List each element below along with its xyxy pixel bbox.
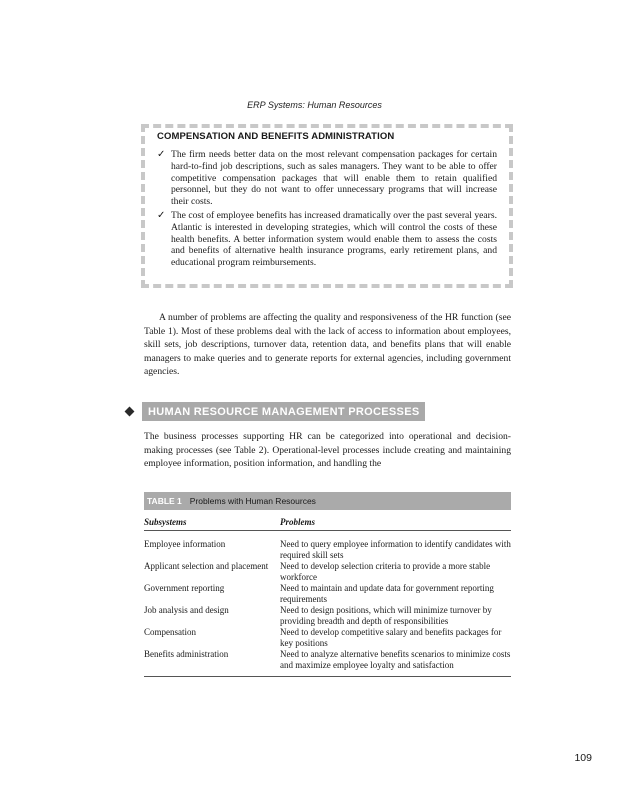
box-item-text: The cost of employee benefits has increased dramatically over the past several years. Atlantic is interested in developing strategies, which will control the costs of these health benefits. A better information system would enable them to assess the costs and benefits of alternative health insurance programs, early retirement plans, and educational program reimbursements. — [171, 209, 497, 269]
checkmark-icon: ✓ — [157, 209, 166, 221]
table-header-row — [144, 515, 511, 531]
table-row — [144, 531, 511, 562]
box-title: COMPENSATION AND BENEFITS ADMINISTRATION — [157, 131, 395, 142]
table-caption — [144, 492, 511, 510]
subsystem-cell: Compensation — [144, 627, 196, 637]
section-title: HUMAN RESOURCE MANAGEMENT PROCESSES — [142, 402, 425, 421]
box-list — [157, 149, 497, 269]
sidebar-box — [141, 124, 513, 288]
problem-cell: Need to query employee information to identify candidates with required skill sets — [280, 539, 511, 560]
problems-table — [144, 515, 511, 677]
checkmark-icon: ✓ — [157, 149, 166, 160]
table-number: TABLE 1 — [147, 496, 182, 506]
column-header-problems: Problems — [280, 515, 511, 531]
body-paragraph: A number of problems are affecting the quality and responsiveness of the HR function (see Table 1). Most of these problems deal with the lack of access to information about employees, skill sets, job descriptions, turnover data, retention data, and benefits plans that will enable managers to make queries and to generate reports for external agencies, including government agencies. — [144, 312, 511, 377]
column-header-subsystems: Subsystems — [144, 515, 280, 531]
subsystem-cell: Job analysis and design — [144, 605, 229, 615]
page-number: 109 — [574, 752, 592, 764]
problem-cell: Need to analyze alternative benefits scenarios to minimize costs and maximize employee loyalty and satisfaction — [280, 649, 511, 677]
subsystem-cell: Government reporting — [144, 583, 225, 593]
subsystem-cell: Employee information — [144, 539, 226, 549]
table-title: Problems with Human Resources — [189, 496, 316, 506]
problem-cell: Need to develop selection criteria to provide a more stable workforce — [280, 561, 491, 582]
section-heading — [126, 401, 425, 421]
table-row — [144, 627, 511, 649]
box-item-text: The firm needs better data on the most relevant compensation packages for certain hard-to-find job descriptions, such as sales managers. They want to be able to offer competitive compensation packages that will enable them to retain qualified personnel, but they do not want to offer unnecessary programs that will increase their costs. — [171, 149, 497, 208]
table-row — [144, 561, 511, 583]
problem-cell: Need to maintain and update data for government reporting requirements — [280, 583, 494, 604]
problem-cell: Need to design positions, which will minimize turnover by providing breadth and depth of responsibilities — [280, 605, 492, 626]
problem-cell: Need to develop competitive salary and benefits packages for key positions — [280, 627, 502, 648]
table-row — [144, 605, 511, 627]
body-paragraph: The business processes supporting HR can be categorized into operational and decision-making processes (see Table 2). Operational-level processes include creating and maintaining employee information, position information, and handling the — [144, 431, 511, 469]
running-head: ERP Systems: Human Resources — [247, 100, 382, 110]
table-row — [144, 583, 511, 605]
box-list-item — [157, 149, 497, 208]
table-row — [144, 649, 511, 677]
diamond-bullet-icon — [125, 406, 135, 416]
subsystem-cell: Benefits administration — [144, 649, 280, 677]
subsystem-cell: Applicant selection and placement — [144, 561, 269, 571]
box-list-item — [157, 210, 497, 269]
